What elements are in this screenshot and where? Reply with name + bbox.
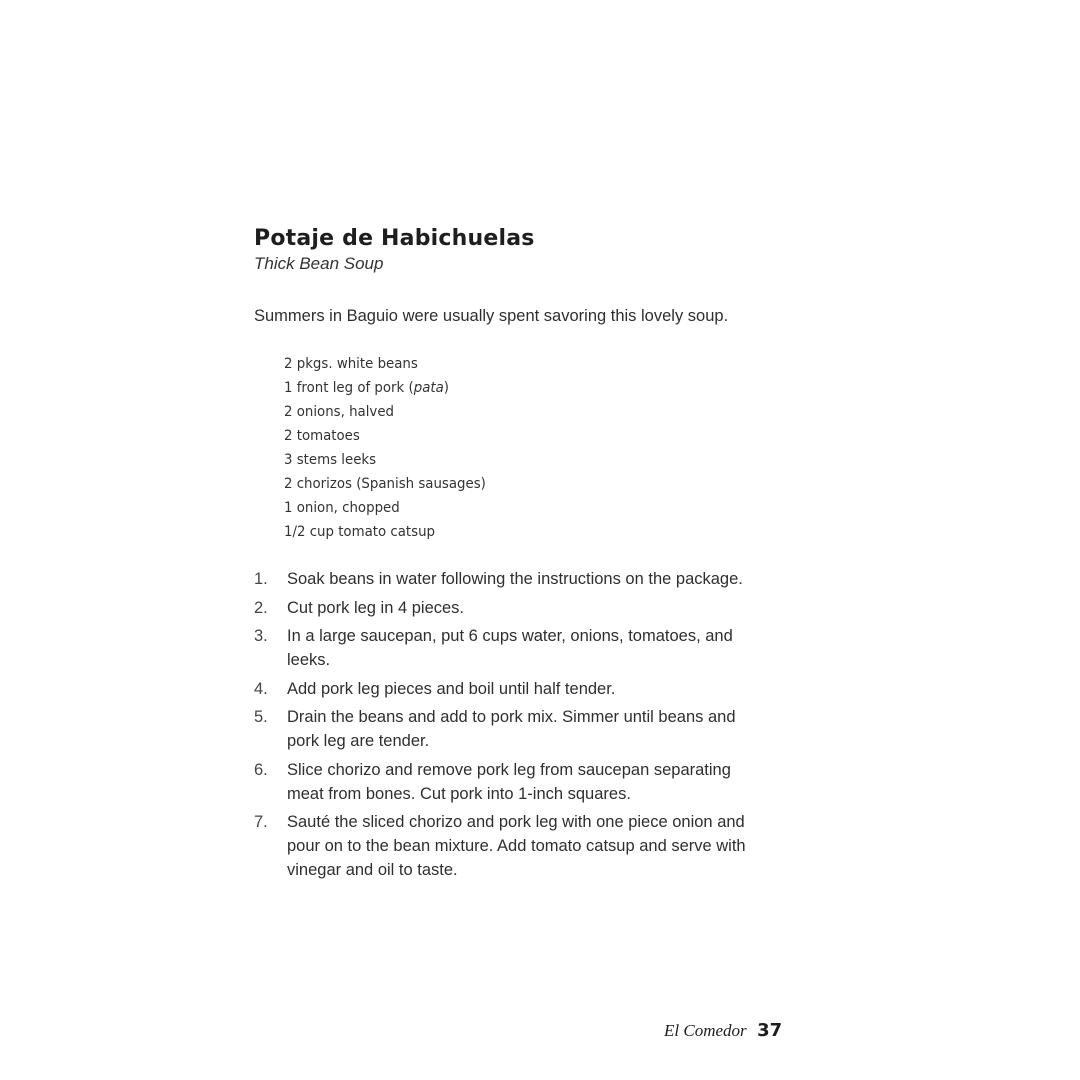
step-text: Soak beans in water following the instructions on the package. <box>287 570 743 588</box>
ingredient-item <box>284 376 486 400</box>
step-text: Add pork leg pieces and boil until half tender. <box>287 679 616 698</box>
step-text: In a large saucepan, put 6 cups water, onions, tomatoes, and leeks. <box>287 627 733 669</box>
instruction-list <box>254 567 754 887</box>
step-number: 3. <box>254 627 268 645</box>
instruction-step <box>254 567 754 591</box>
instruction-step <box>254 677 754 701</box>
instruction-step <box>254 596 754 620</box>
step-number: 1. <box>254 570 268 588</box>
instruction-step <box>254 810 754 882</box>
page-footer <box>664 1020 782 1041</box>
book-title: El Comedor <box>664 1021 747 1040</box>
ingredient-text-end: ) <box>443 380 449 396</box>
recipe-title: Potaje de Habichuelas <box>254 226 535 251</box>
step-text: Drain the beans and add to pork mix. Simmer until beans and pork leg are tender. <box>287 708 736 750</box>
instruction-step <box>254 758 754 806</box>
ingredient-item: 1/2 cup tomato catsup <box>284 524 436 540</box>
step-number: 6. <box>254 760 268 779</box>
instruction-step <box>254 624 754 672</box>
ingredient-item: 2 onions, halved <box>284 404 395 420</box>
step-text: Slice chorizo and remove pork leg from saucepan separating meat from bones. Cut pork into 1-inch squares. <box>287 760 731 803</box>
ingredient-item: 2 tomatoes <box>284 428 360 444</box>
page-number: 37 <box>757 1020 783 1041</box>
ingredient-list <box>284 352 503 544</box>
ingredient-text: 1 front leg of pork ( <box>284 380 414 396</box>
ingredient-local-name: pata <box>413 380 444 396</box>
step-text: Sauté the sliced chorizo and pork leg with one piece onion and pour on to the bean mixture. Add tomato catsup and serve with vinegar and oil to taste. <box>287 813 746 879</box>
ingredient-item: 3 stems leeks <box>284 452 377 468</box>
ingredient-item: 2 chorizos (Spanish sausages) <box>284 476 486 492</box>
step-text: Cut pork leg in 4 pieces. <box>287 598 465 617</box>
step-number: 4. <box>254 679 268 698</box>
step-number: 7. <box>254 813 268 831</box>
recipe-intro: Summers in Baguio were usually spent savoring this lovely soup. <box>254 307 729 325</box>
recipe-subtitle: Thick Bean Soup <box>254 254 384 273</box>
ingredient-item: 2 pkgs. white beans <box>284 356 418 372</box>
ingredient-item: 1 onion, chopped <box>284 500 400 516</box>
instruction-step <box>254 705 754 753</box>
step-number: 2. <box>254 598 268 617</box>
step-number: 5. <box>254 708 268 726</box>
